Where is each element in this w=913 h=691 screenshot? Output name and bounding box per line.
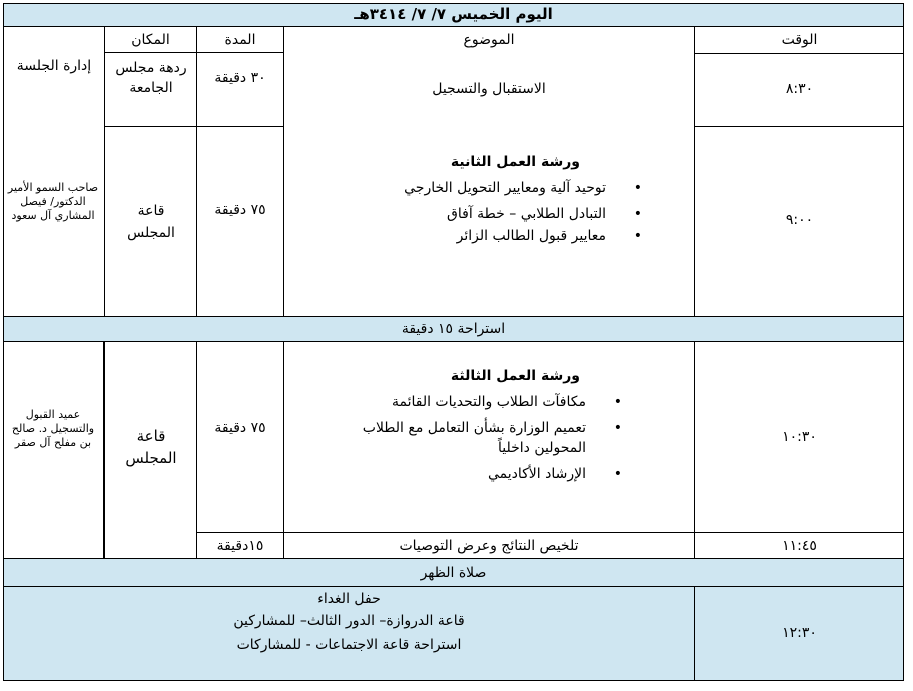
grid-line [196, 341, 197, 558]
list-item [310, 392, 622, 412]
workshop3-chair: عميد القبول والتسجيل د. صالح بن مفلح آل صقر [11, 408, 95, 449]
list-item-text: التبادل الطلابي – خطة آفاق [447, 206, 606, 222]
grid-line [105, 52, 283, 53]
grid-line [196, 532, 904, 533]
grid-line [3, 586, 904, 587]
bullet-icon: • [633, 228, 642, 244]
grid-line [196, 26, 197, 316]
lunch-time: ١٢:٣٠ [782, 625, 817, 641]
list-item [310, 464, 622, 484]
list-item-text: مكافآت الطلاب والتحديات القائمة [391, 394, 586, 410]
list-item [340, 178, 642, 198]
workshop3-time: ١٠:٣٠ [782, 429, 817, 445]
summary-time: ١١:٤٥ [782, 538, 817, 554]
grid-line [105, 126, 283, 127]
summary-topic: تلخيص النتائج وعرض التوصيات [399, 538, 579, 554]
workshop2-chair: صاحب السمو الأمير الدكتور/ فيصل المشاري آل سعود [7, 181, 99, 222]
header-topic: الموضوع [463, 32, 515, 48]
workshop2-title: ورشة العمل الثانية [450, 154, 580, 170]
list-item-text: توحيد آلية ومعايير التحويل الخارجي [404, 180, 606, 196]
summary-duration: ١٥دقيقة [216, 538, 264, 554]
lunch-line: قاعة الدروازة– الدور الثالث– للمشاركين [233, 613, 465, 629]
list-item [340, 226, 642, 246]
grid-line [103, 341, 105, 558]
grid-line [3, 341, 904, 342]
bullet-icon: • [613, 466, 622, 482]
reception-duration: ٣٠ دقيقة [214, 70, 266, 86]
reception-place: ردهة مجلس الجامعة [115, 60, 187, 96]
grid-line [3, 26, 904, 27]
grid-line [283, 26, 284, 316]
bullet-icon: • [633, 206, 642, 222]
header-place: المكان [131, 32, 170, 48]
grid-line [694, 126, 904, 127]
workshop2-list [340, 178, 642, 246]
workshop3-title: ورشة العمل الثالثة [450, 368, 580, 384]
list-item-text: تعميم الوزارة بشأن التعامل مع الطلاب المحولين داخلياً [362, 420, 586, 456]
lunch-line: استراحة قاعة الاجتماعات - للمشاركات [236, 637, 462, 653]
workshop2-place: قاعة المجلس [127, 203, 175, 241]
break-label: استراحة ١٥ دقيقة [401, 321, 506, 337]
grid-line [694, 341, 695, 558]
list-item [310, 418, 622, 458]
list-item [340, 204, 642, 224]
workshop2-time: ٩:٠٠ [785, 212, 814, 228]
grid-line [104, 26, 105, 316]
reception-time: ٨:٣٠ [785, 81, 814, 97]
page-title: اليوم الخميس ٧/ ٧/ ٣٤١٤هـ [354, 5, 553, 23]
header-duration: المدة [224, 32, 256, 48]
prayer-label: صلاة الظهر [420, 565, 487, 581]
bullet-icon: • [633, 180, 642, 196]
header-chair: إدارة الجلسة [16, 58, 92, 74]
workshop2-duration: ٧٥ دقيقة [214, 202, 266, 218]
lunch-line: حفل الغداء [317, 591, 381, 607]
grid-line [694, 26, 695, 316]
reception-topic: الاستقبال والتسجيل [432, 81, 546, 97]
workshop3-place: قاعة المجلس [125, 427, 177, 467]
bullet-icon: • [613, 394, 622, 410]
grid-line [283, 341, 284, 558]
header-time: الوقت [781, 32, 818, 48]
list-item-text: معايير قبول الطالب الزائر [456, 228, 606, 244]
bullet-icon: • [613, 420, 622, 436]
grid-line [3, 316, 904, 317]
workshop3-duration: ٧٥ دقيقة [214, 420, 266, 436]
grid-line [694, 53, 904, 54]
list-item-text: الإرشاد الأكاديمي [487, 466, 586, 482]
workshop3-list [310, 392, 622, 484]
grid-line [3, 558, 904, 559]
